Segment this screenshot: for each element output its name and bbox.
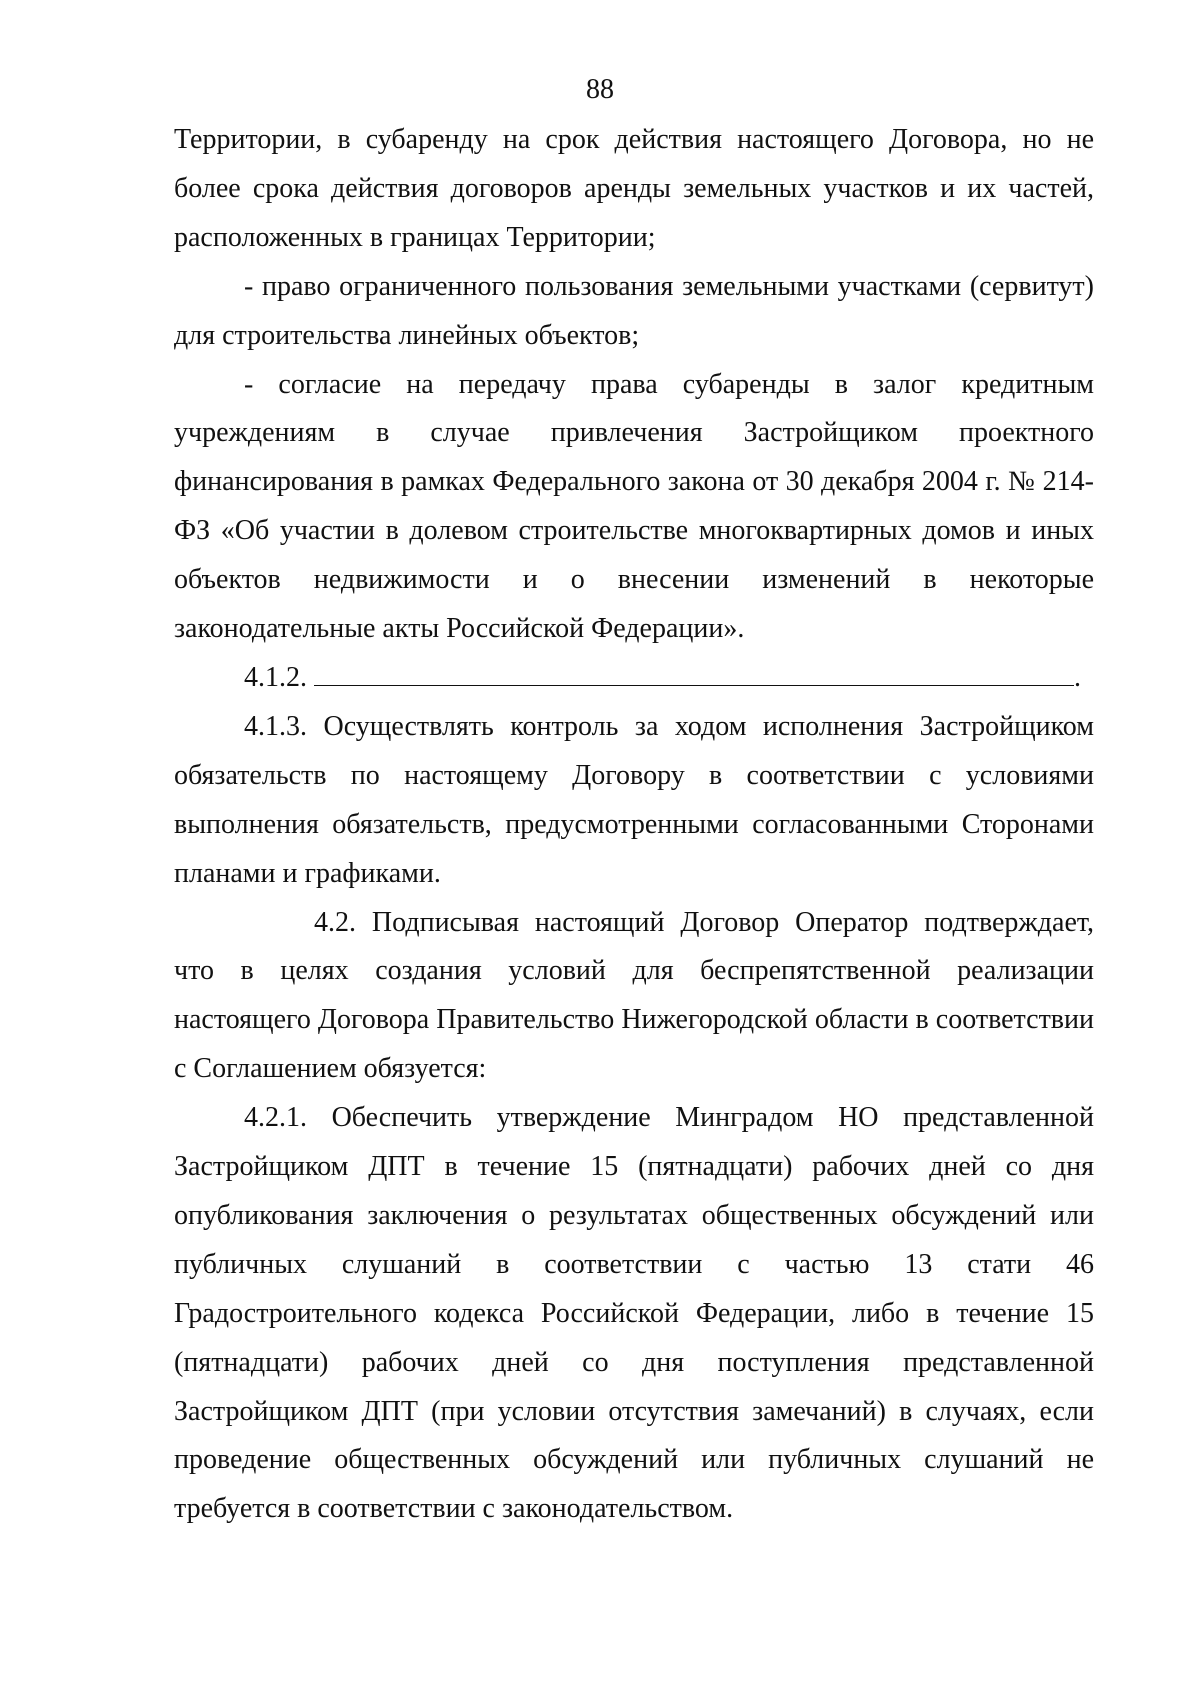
paragraph-clause-4-2-1 (174, 1094, 1094, 1534)
paragraph-easement-right: - право ограниченного пользования земельными участками (сервитут) для строительства линейных объектов; (174, 270, 1094, 351)
clause-text-4-2-1: Обеспечить утверждение Минградом НО представленной Застройщиком ДПТ в течение 15 (пятнадцати) рабочих дней со дня опубликования заключения о результатах общественных обсуждений или публичных слушаний в соответствии с частью 13 стати 46 Градостроительного кодекса Российской Федерации, либо в течение 15 (пятнадцати) рабочих дней со дня поступления представленной Застройщиком ДПТ (при условии отсутствия замечаний) в случаях, если проведение общественных обсуждений или публичных слушаний не требуется в соответствии с законодательством. (174, 1102, 1095, 1525)
clause-number-4-1-2: 4.1.2. (244, 661, 307, 693)
clause-number-4-2: 4.2. (314, 906, 356, 938)
blank-fill-line (314, 659, 1074, 686)
clause-end-period: . (1074, 661, 1081, 693)
clause-text-4-2: Подписывая настоящий Договор Оператор подтверждает, что в целях создания условий для беспрепятственной реализации настоящего Договора Правительство Нижегородской области в соответствии с Соглашением обязуется: (174, 906, 1095, 1085)
page-number: 88 (586, 74, 614, 105)
paragraph-clause-4-1-2 (174, 654, 1094, 703)
paragraph-clause-4-2 (174, 899, 1094, 1095)
paragraph-clause-4-1-3: 4.1.3. Осуществлять контроль за ходом исполнения Застройщиком обязательств по настоящему Договору в соответствии с условиями выполнения обязательств, предусмотренными согласованными Сторонами планами и графиками. (174, 710, 1094, 889)
paragraph-pledge-consent: - согласие на передачу права субаренды в залог кредитным учреждениям в случае привлечения Застройщиком проектного финансирования в рамках Федерального закона от 30 декабря 2004 г. № 214-ФЗ «Об участии в долевом строительстве многоквартирных домов и иных объектов недвижимости и о внесении изменений в некоторые законодательные акты Российской Федерации». (174, 368, 1094, 645)
paragraph-territory-sublease: Территории, в субаренду на срок действия настоящего Договора, но не более срока действия договоров аренды земельных участков и их частей, расположенных в границах Территории; (174, 124, 1094, 253)
clause-number-4-2-1: 4.2.1. (244, 1102, 307, 1134)
document-body (174, 116, 1094, 1534)
